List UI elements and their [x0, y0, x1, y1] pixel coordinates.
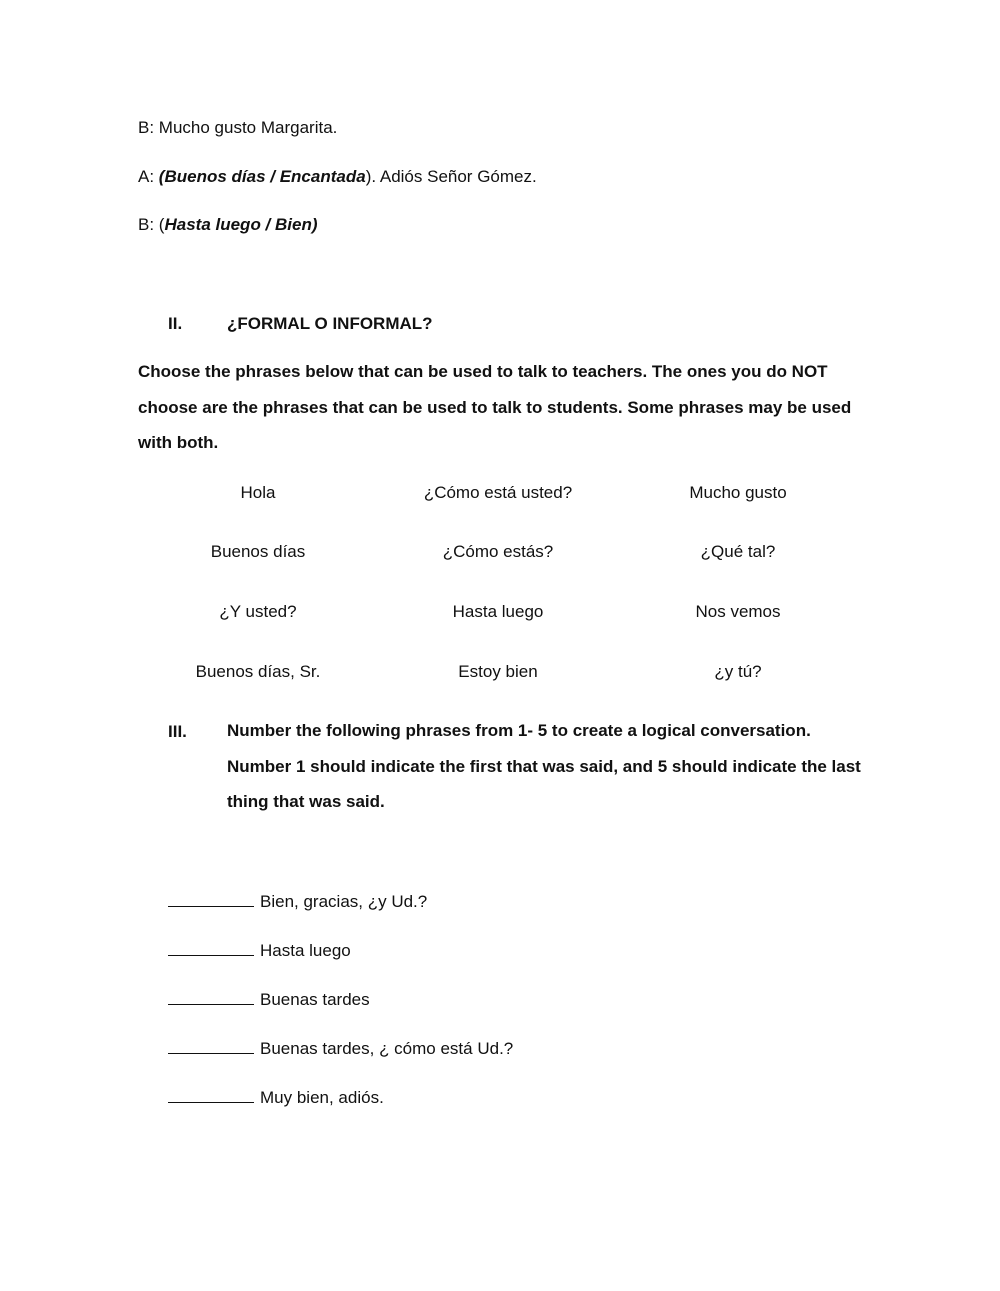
dialogue-line-b1	[138, 117, 337, 139]
speaker-label: A:	[138, 167, 155, 186]
phrase-item: Buenos días	[210, 542, 306, 561]
paren-open: (	[158, 215, 165, 234]
dialogue-text: Mucho gusto Margarita.	[158, 118, 338, 137]
ordering-phrase: Buenas tardes, ¿ cómo está Ud.?	[260, 1039, 514, 1058]
answer-choice: Hasta luego / Bien)	[164, 215, 318, 234]
section-3-instructions: Number the following phrases from 1- 5 to create a logical conversation. Number 1 should indicate the first that was said, and 5 should indicate the last thing that was said.	[227, 721, 861, 811]
phrase-item: Estoy bien	[458, 662, 538, 681]
answer-choice: (Buenos días / Encantada	[158, 167, 366, 186]
phrase-item: Buenos días, Sr.	[195, 662, 321, 681]
section-2-number: II.	[168, 314, 183, 333]
ordering-phrase: Buenas tardes	[260, 990, 370, 1009]
answer-blank[interactable]	[168, 890, 254, 907]
dialogue-line-a	[138, 166, 537, 188]
phrase-item: Nos vemos	[695, 602, 781, 621]
answer-blank[interactable]	[168, 1037, 254, 1054]
ordering-item	[168, 1086, 384, 1109]
phrase-item: Hola	[240, 483, 276, 502]
dialogue-line-b2	[138, 214, 318, 236]
ordering-item	[168, 890, 427, 913]
ordering-item	[168, 939, 351, 962]
ordering-item	[168, 1037, 513, 1060]
phrase-item: ¿y tú?	[714, 662, 762, 681]
answer-blank[interactable]	[168, 988, 254, 1005]
ordering-phrase: Hasta luego	[260, 941, 351, 960]
speaker-label: B:	[138, 118, 155, 137]
section-2-title: ¿FORMAL O INFORMAL?	[227, 314, 433, 333]
ordering-item	[168, 988, 370, 1011]
answer-blank[interactable]	[168, 1086, 254, 1103]
phrase-item: ¿Cómo está usted?	[423, 483, 573, 502]
ordering-phrase: Muy bien, adiós.	[260, 1088, 384, 1107]
dialogue-text: ). Adiós Señor Gómez.	[365, 167, 537, 186]
answer-blank[interactable]	[168, 939, 254, 956]
phrase-item: Mucho gusto	[689, 483, 787, 502]
ordering-phrase: Bien, gracias, ¿y Ud.?	[260, 892, 428, 911]
phrase-item: ¿Qué tal?	[700, 542, 776, 561]
phrase-item: ¿Cómo estás?	[442, 542, 554, 561]
section-2-instructions: Choose the phrases below that can be used to talk to teachers. The ones you do NOT choose are the phrases that can be used to talk to students. Some phrases may be used with both.	[138, 362, 852, 452]
phrase-item: ¿Y usted?	[219, 602, 297, 621]
phrase-item: Hasta luego	[452, 602, 544, 621]
section-3-number: III.	[168, 722, 187, 741]
speaker-label: B:	[138, 215, 155, 234]
